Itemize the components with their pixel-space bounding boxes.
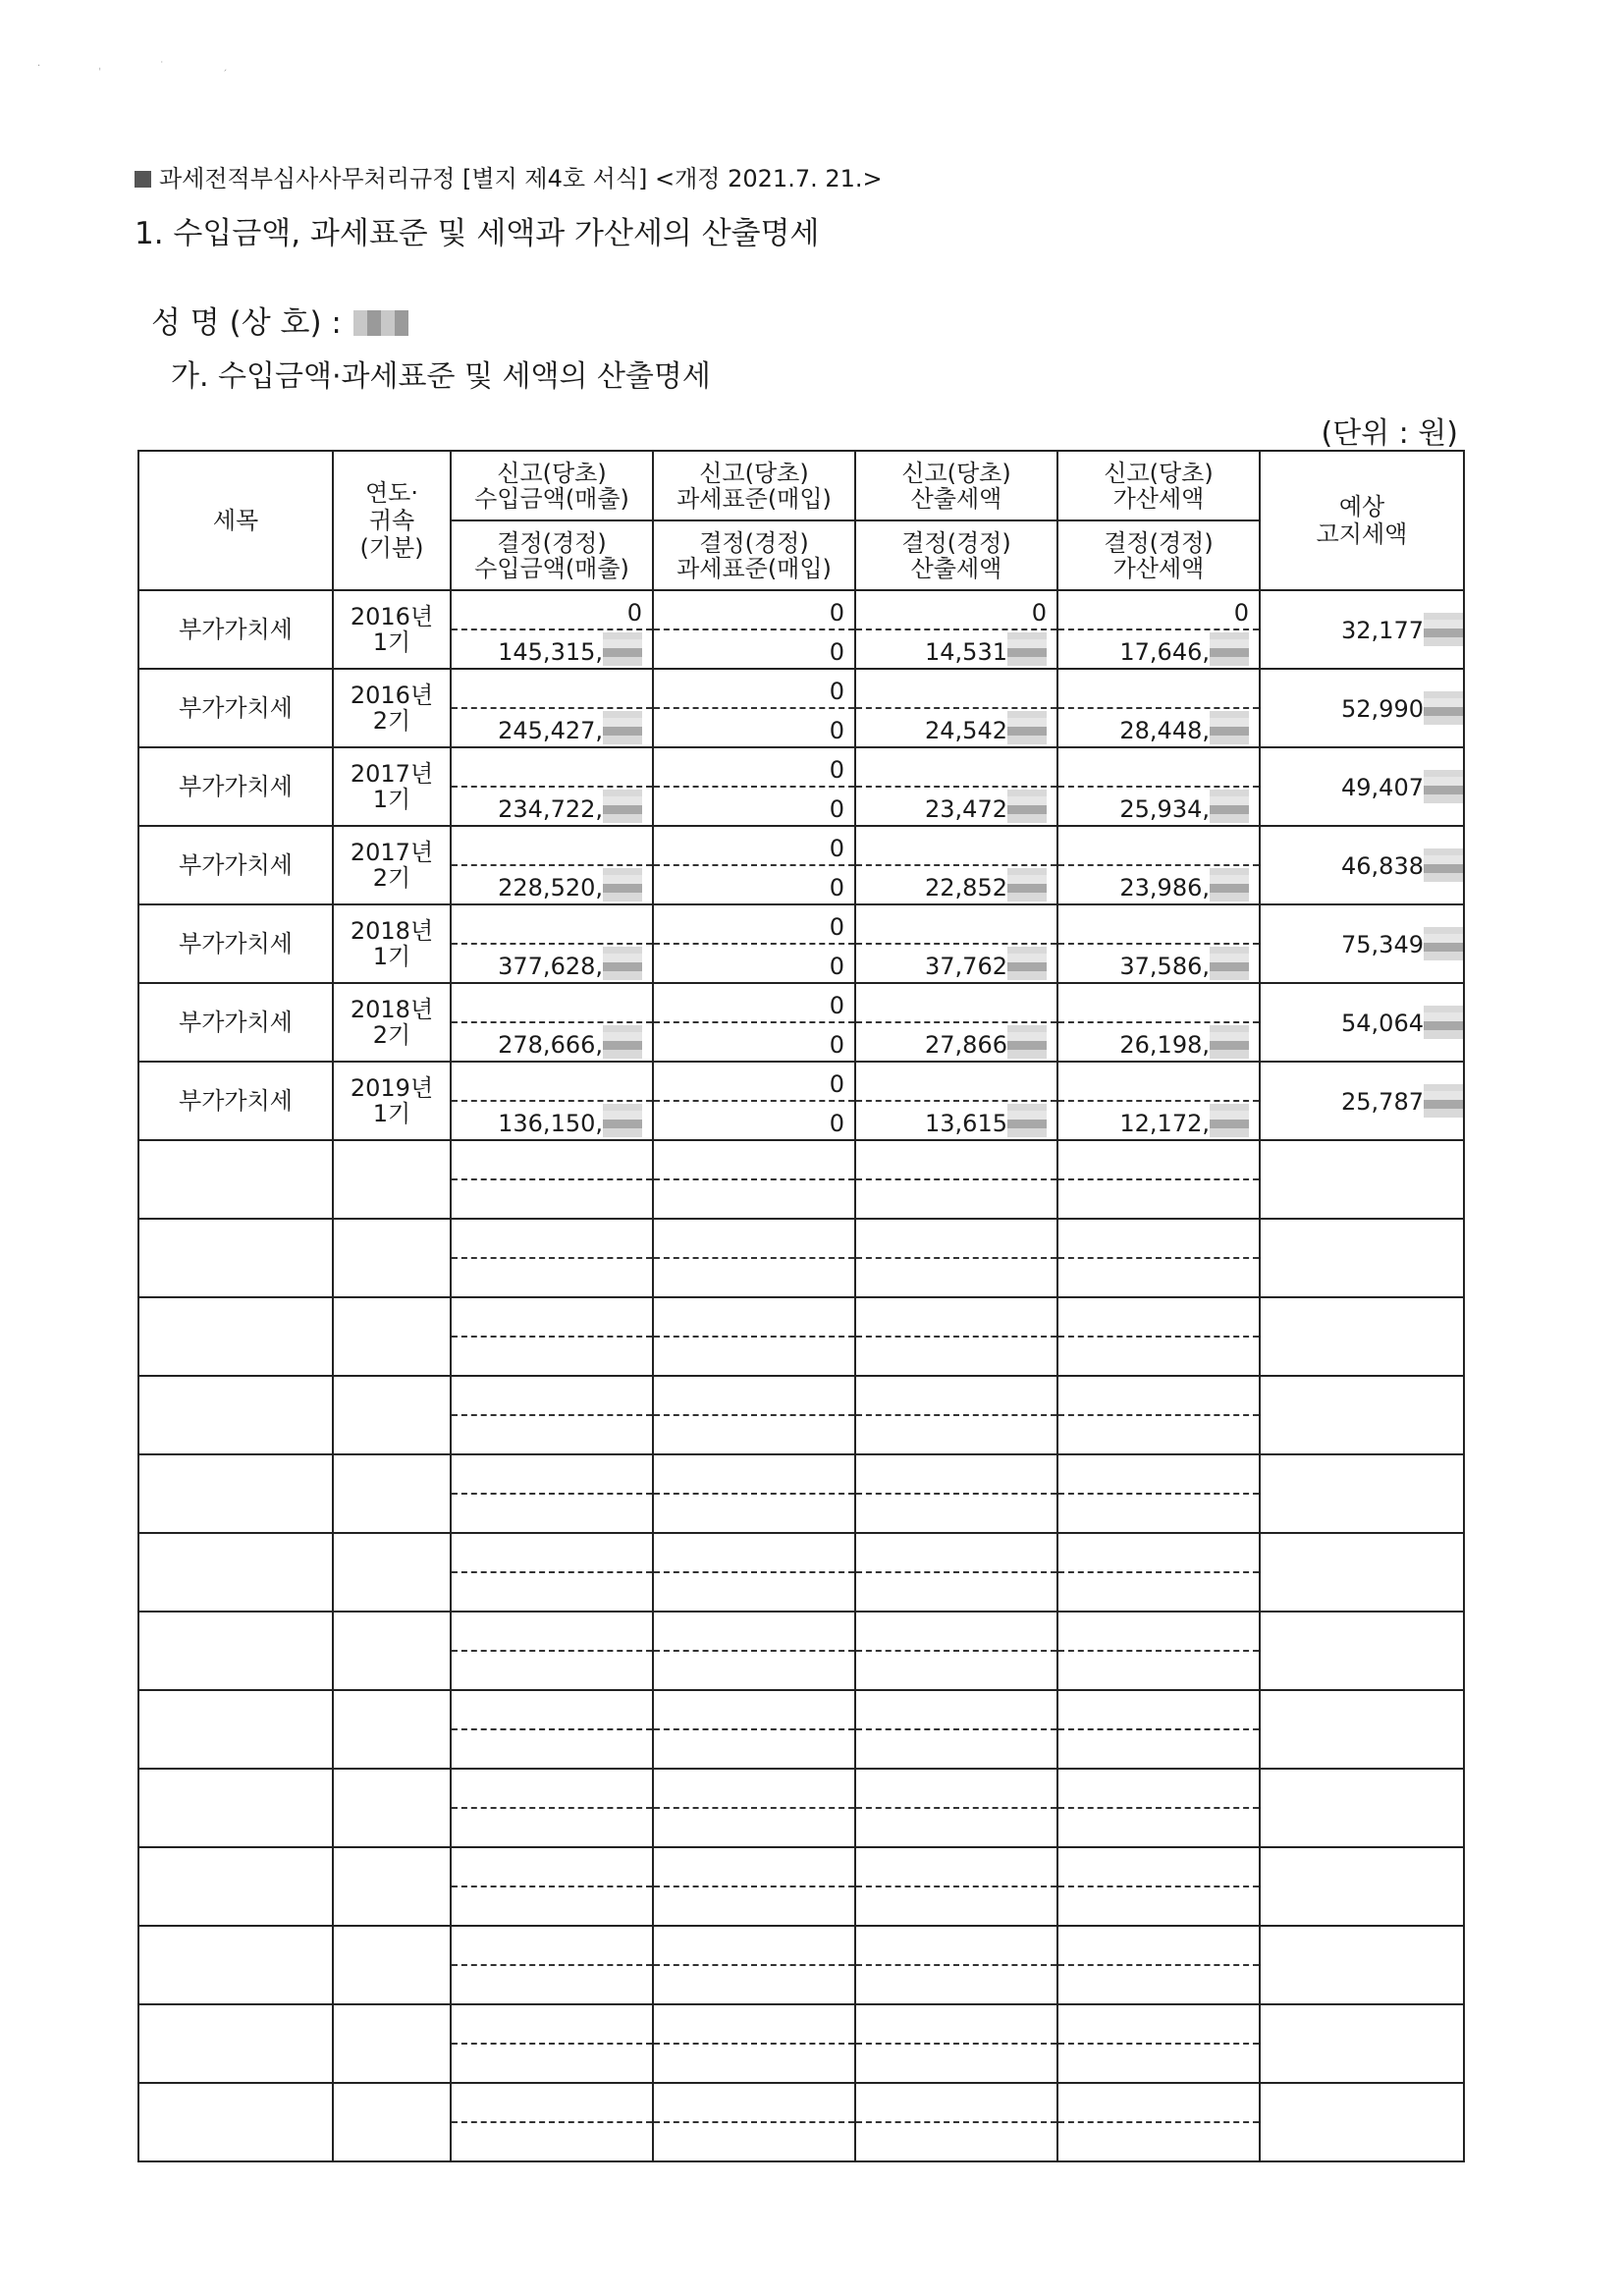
empty-cell-bottom <box>452 2045 652 2082</box>
cell-revenue-decided: 245,427, <box>498 717 603 744</box>
empty-cell <box>1260 1926 1464 2004</box>
redacted-digits <box>1007 711 1047 744</box>
empty-cell <box>1260 1376 1464 1454</box>
empty-cell-bottom <box>1058 1180 1259 1218</box>
cell-penalty-decided: 37,586, <box>1119 953 1210 980</box>
empty-cell-top <box>654 1691 854 1730</box>
empty-cell <box>138 1612 333 1690</box>
table-row <box>138 983 1464 1062</box>
header-penalty-decided: 결정(경정) 가산세액 <box>1104 528 1214 582</box>
cell-revenue-reported <box>452 670 652 709</box>
empty-cell-bottom <box>452 1259 652 1296</box>
empty-cell <box>1260 2083 1464 2161</box>
empty-cell <box>138 1140 333 1219</box>
empty-cell-top <box>1058 1848 1259 1887</box>
empty-cell <box>1260 1140 1464 1219</box>
redacted-digits <box>1424 613 1463 646</box>
table-row <box>138 590 1464 669</box>
empty-cell-bottom <box>654 1966 854 2003</box>
empty-cell <box>138 1219 333 1297</box>
cell-expected-tax: 32,177 <box>1341 617 1424 644</box>
redacted-digits <box>1210 1025 1249 1059</box>
empty-cell-top <box>1058 2084 1259 2123</box>
empty-table-row <box>138 1533 1464 1612</box>
cell-revenue-decided: 377,628, <box>498 953 603 980</box>
empty-cell-bottom <box>1058 1652 1259 1689</box>
cell-taxamt-reported <box>856 1063 1056 1102</box>
redacted-digits <box>1424 848 1463 882</box>
empty-cell-top <box>856 1220 1056 1259</box>
empty-cell-top <box>452 1770 652 1809</box>
empty-cell-top <box>654 1534 854 1573</box>
empty-cell-bottom <box>452 1180 652 1218</box>
empty-cell <box>138 1847 333 1926</box>
empty-cell-bottom <box>452 1416 652 1453</box>
empty-cell <box>138 1533 333 1612</box>
empty-cell-bottom <box>452 1730 652 1768</box>
empty-table-row <box>138 2004 1464 2083</box>
cell-taxamt-decided: 14,531 <box>925 638 1007 666</box>
empty-cell-bottom <box>1058 1966 1259 2003</box>
empty-cell-bottom <box>856 1966 1056 2003</box>
cell-tax-type: 부가가치세 <box>138 747 333 826</box>
redacted-digits <box>603 1025 642 1059</box>
cell-penalty-reported: 0 <box>1058 591 1259 630</box>
cell-expected-tax: 75,349 <box>1341 931 1424 958</box>
empty-cell-top <box>856 1613 1056 1652</box>
redacted-digits <box>603 711 642 744</box>
empty-cell-bottom <box>654 1809 854 1846</box>
empty-cell <box>138 1376 333 1454</box>
empty-cell <box>138 1926 333 2004</box>
empty-cell-top <box>654 1455 854 1495</box>
cell-penalty-reported <box>1058 905 1259 945</box>
empty-cell-bottom <box>452 1338 652 1375</box>
empty-cell <box>333 1612 451 1690</box>
cell-tax-type: 부가가치세 <box>138 1062 333 1140</box>
empty-cell <box>333 1926 451 2004</box>
empty-cell-bottom <box>452 1573 652 1611</box>
redacted-digits <box>1007 947 1047 980</box>
empty-cell-bottom <box>1058 1416 1259 1453</box>
cell-revenue-decided: 234,722, <box>498 795 603 823</box>
empty-cell-top <box>1058 1927 1259 1966</box>
cell-year: 2018년 2기 <box>333 983 451 1062</box>
empty-cell-bottom <box>654 1887 854 1925</box>
empty-cell-top <box>1058 1691 1259 1730</box>
cell-taxamt-decided: 23,472 <box>925 795 1007 823</box>
empty-cell-top <box>654 1141 854 1180</box>
empty-cell-top <box>654 1848 854 1887</box>
table-row <box>138 904 1464 983</box>
table-row <box>138 669 1464 747</box>
empty-cell <box>138 1769 333 1847</box>
cell-base-decided: 0 <box>829 1110 844 1137</box>
empty-cell <box>1260 1769 1464 1847</box>
redacted-digits <box>1007 790 1047 823</box>
empty-cell <box>333 1690 451 1769</box>
empty-cell <box>333 1847 451 1926</box>
cell-revenue-reported <box>452 1063 652 1102</box>
empty-cell-bottom <box>856 1180 1056 1218</box>
empty-cell <box>138 1297 333 1376</box>
empty-cell-bottom <box>1058 1495 1259 1532</box>
cell-base-reported: 0 <box>654 827 854 866</box>
name-line <box>151 298 408 342</box>
cell-expected-tax: 25,787 <box>1341 1088 1424 1116</box>
cell-base-decided: 0 <box>829 638 844 666</box>
empty-cell-top <box>856 1927 1056 1966</box>
empty-cell-top <box>856 1298 1056 1338</box>
cell-year: 2018년 1기 <box>333 904 451 983</box>
empty-cell-bottom <box>654 1416 854 1453</box>
empty-cell-bottom <box>452 1966 652 2003</box>
empty-table-row <box>138 1690 1464 1769</box>
cell-penalty-reported <box>1058 827 1259 866</box>
empty-cell-top <box>856 1534 1056 1573</box>
cell-expected-tax: 52,990 <box>1341 695 1424 723</box>
empty-cell <box>333 1769 451 1847</box>
empty-cell-top <box>1058 1141 1259 1180</box>
square-bullet-icon <box>135 171 151 188</box>
cell-taxamt-decided: 22,852 <box>925 874 1007 902</box>
cell-revenue-reported <box>452 748 652 788</box>
empty-cell <box>333 1140 451 1219</box>
empty-cell-top <box>856 1770 1056 1809</box>
empty-cell-bottom <box>452 1652 652 1689</box>
cell-penalty-reported <box>1058 670 1259 709</box>
empty-cell <box>1260 1454 1464 1533</box>
empty-cell-bottom <box>1058 2045 1259 2082</box>
cell-tax-type: 부가가치세 <box>138 904 333 983</box>
empty-table-row <box>138 1140 1464 1219</box>
empty-cell-top <box>654 1770 854 1809</box>
table-row <box>138 826 1464 904</box>
cell-expected-tax: 49,407 <box>1341 774 1424 801</box>
redacted-digits <box>1210 868 1249 902</box>
redacted-digits <box>1007 1025 1047 1059</box>
empty-cell <box>1260 1612 1464 1690</box>
empty-cell-top <box>452 2084 652 2123</box>
empty-cell-bottom <box>856 2123 1056 2160</box>
cell-penalty-decided: 28,448, <box>1119 717 1210 744</box>
empty-cell-top <box>856 1377 1056 1416</box>
empty-cell <box>333 1297 451 1376</box>
cell-penalty-decided: 12,172, <box>1119 1110 1210 1137</box>
empty-cell <box>1260 1847 1464 1926</box>
cell-revenue-reported <box>452 984 652 1023</box>
cell-taxamt-decided: 37,762 <box>925 953 1007 980</box>
empty-cell-bottom <box>856 1887 1056 1925</box>
cell-taxamt-reported <box>856 827 1056 866</box>
cell-base-decided: 0 <box>829 795 844 823</box>
cell-penalty-decided: 25,934, <box>1119 795 1210 823</box>
empty-table-row <box>138 1847 1464 1926</box>
redacted-digits <box>603 947 642 980</box>
empty-cell <box>1260 2004 1464 2083</box>
empty-cell-top <box>654 1220 854 1259</box>
empty-cell-bottom <box>1058 1730 1259 1768</box>
empty-cell-top <box>452 1534 652 1573</box>
empty-cell-bottom <box>856 1338 1056 1375</box>
empty-cell-top <box>452 1141 652 1180</box>
redacted-digits <box>603 790 642 823</box>
form-reference <box>135 159 883 193</box>
header-taxamt-decided: 결정(경정) 산출세액 <box>901 528 1011 582</box>
empty-cell-bottom <box>654 1730 854 1768</box>
empty-cell-top <box>1058 1377 1259 1416</box>
empty-table-row <box>138 1219 1464 1297</box>
redacted-digits <box>603 1104 642 1137</box>
cell-base-decided: 0 <box>829 874 844 902</box>
empty-cell-top <box>1058 2005 1259 2045</box>
cell-taxamt-reported <box>856 670 1056 709</box>
cell-tax-type: 부가가치세 <box>138 669 333 747</box>
empty-cell-bottom <box>1058 1809 1259 1846</box>
cell-base-reported: 0 <box>654 748 854 788</box>
cell-year: 2016년 2기 <box>333 669 451 747</box>
cell-revenue-decided: 145,315, <box>498 638 603 666</box>
empty-cell-top <box>856 1455 1056 1495</box>
empty-cell-bottom <box>856 1495 1056 1532</box>
empty-cell-top <box>1058 1613 1259 1652</box>
redacted-digits <box>1210 790 1249 823</box>
empty-cell <box>333 1454 451 1533</box>
empty-cell-top <box>654 2005 854 2045</box>
empty-cell-top <box>452 1927 652 1966</box>
empty-cell-bottom <box>856 1259 1056 1296</box>
redacted-digits <box>1007 868 1047 902</box>
table-row <box>138 1062 1464 1140</box>
scan-specks: · ˌ ˙ ˏ <box>37 61 255 72</box>
cell-taxamt-decided: 24,542 <box>925 717 1007 744</box>
cell-base-reported: 0 <box>654 670 854 709</box>
cell-revenue-reported <box>452 905 652 945</box>
cell-taxamt-decided: 13,615 <box>925 1110 1007 1137</box>
redacted-digits <box>1424 691 1463 725</box>
empty-cell-top <box>856 1691 1056 1730</box>
empty-cell-bottom <box>654 1495 854 1532</box>
empty-table-row <box>138 2083 1464 2161</box>
cell-base-reported: 0 <box>654 984 854 1023</box>
empty-cell-bottom <box>654 1259 854 1296</box>
empty-cell-bottom <box>654 1180 854 1218</box>
empty-cell-bottom <box>856 2045 1056 2082</box>
empty-cell-top <box>1058 1220 1259 1259</box>
empty-cell <box>333 1533 451 1612</box>
cell-penalty-reported <box>1058 748 1259 788</box>
form-reference-text: 과세전적부심사사무처리규정 [별지 제4호 서식] <개정 2021.7. 21.> <box>159 165 883 192</box>
empty-cell-top <box>654 1298 854 1338</box>
cell-taxamt-decided: 27,866 <box>925 1031 1007 1059</box>
empty-cell-bottom <box>1058 1338 1259 1375</box>
empty-cell-top <box>1058 1770 1259 1809</box>
cell-penalty-reported <box>1058 984 1259 1023</box>
cell-year: 2019년 1기 <box>333 1062 451 1140</box>
empty-cell-top <box>1058 1455 1259 1495</box>
empty-cell-top <box>654 2084 854 2123</box>
header-revenue-reported: 신고(당초) 수입금액(매출) <box>452 452 652 521</box>
cell-year: 2017년 1기 <box>333 747 451 826</box>
empty-cell-bottom <box>1058 1259 1259 1296</box>
cell-base-reported: 0 <box>654 905 854 945</box>
header-expected-tax: 예상 고지세액 <box>1260 451 1464 590</box>
cell-tax-type: 부가가치세 <box>138 983 333 1062</box>
cell-base-reported: 0 <box>654 1063 854 1102</box>
redacted-digits <box>1424 1084 1463 1118</box>
empty-cell-bottom <box>654 2045 854 2082</box>
empty-cell <box>1260 1690 1464 1769</box>
cell-expected-tax: 54,064 <box>1341 1010 1424 1037</box>
empty-cell-bottom <box>856 1652 1056 1689</box>
cell-revenue-reported <box>452 827 652 866</box>
empty-cell <box>333 1376 451 1454</box>
tax-calculation-table <box>137 450 1465 2162</box>
cell-revenue-decided: 228,520, <box>498 874 603 902</box>
empty-cell-top <box>654 1927 854 1966</box>
empty-cell-bottom <box>654 1573 854 1611</box>
subsection-title: 가. 수입금액·과세표준 및 세액의 산출명세 <box>171 359 711 394</box>
empty-cell <box>138 1454 333 1533</box>
empty-cell-bottom <box>1058 2123 1259 2160</box>
cell-base-decided: 0 <box>829 717 844 744</box>
cell-revenue-decided: 136,150, <box>498 1110 603 1137</box>
cell-year: 2017년 2기 <box>333 826 451 904</box>
redacted-digits <box>603 632 642 666</box>
empty-cell-bottom <box>856 1730 1056 1768</box>
empty-cell-top <box>1058 1534 1259 1573</box>
empty-cell-bottom <box>856 1416 1056 1453</box>
redacted-digits <box>1424 1006 1463 1039</box>
empty-cell <box>1260 1297 1464 1376</box>
redacted-digits <box>1007 632 1047 666</box>
empty-cell-bottom <box>1058 1573 1259 1611</box>
empty-cell-bottom <box>654 2123 854 2160</box>
cell-taxamt-reported <box>856 905 1056 945</box>
redacted-name <box>353 310 408 336</box>
cell-base-decided: 0 <box>829 1031 844 1059</box>
empty-cell-bottom <box>856 1809 1056 1846</box>
empty-table-row <box>138 1926 1464 2004</box>
empty-cell-top <box>452 1691 652 1730</box>
empty-cell-bottom <box>1058 1887 1259 1925</box>
empty-cell-top <box>856 1141 1056 1180</box>
unit-label: (단위 : 원) <box>1321 416 1458 451</box>
cell-revenue-decided: 278,666, <box>498 1031 603 1059</box>
empty-cell <box>138 2004 333 2083</box>
empty-cell-top <box>452 1377 652 1416</box>
empty-table-row <box>138 1454 1464 1533</box>
empty-cell-bottom <box>452 1495 652 1532</box>
empty-cell-top <box>452 1613 652 1652</box>
cell-tax-type: 부가가치세 <box>138 590 333 669</box>
cell-penalty-decided: 17,646, <box>1119 638 1210 666</box>
section-title: 1. 수입금액, 과세표준 및 세액과 가산세의 산출명세 <box>135 216 820 251</box>
redacted-digits <box>603 868 642 902</box>
header-year: 연도· 귀속 (기분) <box>333 451 451 590</box>
empty-cell-bottom <box>654 1652 854 1689</box>
empty-cell <box>333 2083 451 2161</box>
cell-penalty-reported <box>1058 1063 1259 1102</box>
cell-base-reported: 0 <box>654 591 854 630</box>
empty-cell-top <box>452 1298 652 1338</box>
header-taxamt-reported: 신고(당초) 산출세액 <box>856 452 1056 521</box>
redacted-digits <box>1424 770 1463 803</box>
cell-year: 2016년 1기 <box>333 590 451 669</box>
cell-taxamt-reported: 0 <box>856 591 1056 630</box>
header-base-reported: 신고(당초) 과세표준(매입) <box>654 452 854 521</box>
header-penalty-reported: 신고(당초) 가산세액 <box>1058 452 1259 521</box>
header-revenue-decided: 결정(경정) 수입금액(매출) <box>474 528 629 582</box>
empty-cell <box>138 2083 333 2161</box>
cell-penalty-decided: 26,198, <box>1119 1031 1210 1059</box>
empty-cell <box>138 1690 333 1769</box>
empty-cell-bottom <box>452 2123 652 2160</box>
empty-cell-top <box>452 1455 652 1495</box>
cell-penalty-decided: 23,986, <box>1119 874 1210 902</box>
empty-cell-top <box>654 1377 854 1416</box>
cell-taxamt-reported <box>856 984 1056 1023</box>
cell-expected-tax: 46,838 <box>1341 852 1424 880</box>
empty-table-row <box>138 1376 1464 1454</box>
cell-base-decided: 0 <box>829 953 844 980</box>
empty-cell-top <box>856 2005 1056 2045</box>
empty-cell-top <box>856 2084 1056 2123</box>
redacted-digits <box>1210 947 1249 980</box>
empty-cell <box>333 1219 451 1297</box>
empty-cell <box>1260 1533 1464 1612</box>
empty-cell-bottom <box>452 1809 652 1846</box>
header-base-decided: 결정(경정) 과세표준(매입) <box>676 528 832 582</box>
empty-cell-top <box>452 1848 652 1887</box>
cell-tax-type: 부가가치세 <box>138 826 333 904</box>
empty-cell-top <box>452 1220 652 1259</box>
empty-table-row <box>138 1297 1464 1376</box>
empty-cell-top <box>1058 1298 1259 1338</box>
empty-table-row <box>138 1612 1464 1690</box>
cell-revenue-reported: 0 <box>452 591 652 630</box>
empty-cell-bottom <box>856 1573 1056 1611</box>
empty-cell-top <box>452 2005 652 2045</box>
empty-cell-top <box>856 1848 1056 1887</box>
redacted-digits <box>1007 1104 1047 1137</box>
header-tax-type: 세목 <box>138 451 333 590</box>
empty-cell-bottom <box>452 1887 652 1925</box>
redacted-digits <box>1210 632 1249 666</box>
redacted-digits <box>1210 1104 1249 1137</box>
name-label: 성 명 (상 호) : <box>151 305 342 341</box>
empty-table-row <box>138 1769 1464 1847</box>
empty-cell <box>333 2004 451 2083</box>
empty-cell <box>1260 1219 1464 1297</box>
cell-taxamt-reported <box>856 748 1056 788</box>
redacted-digits <box>1424 927 1463 960</box>
table-row <box>138 747 1464 826</box>
redacted-digits <box>1210 711 1249 744</box>
empty-cell-bottom <box>654 1338 854 1375</box>
empty-cell-top <box>654 1613 854 1652</box>
